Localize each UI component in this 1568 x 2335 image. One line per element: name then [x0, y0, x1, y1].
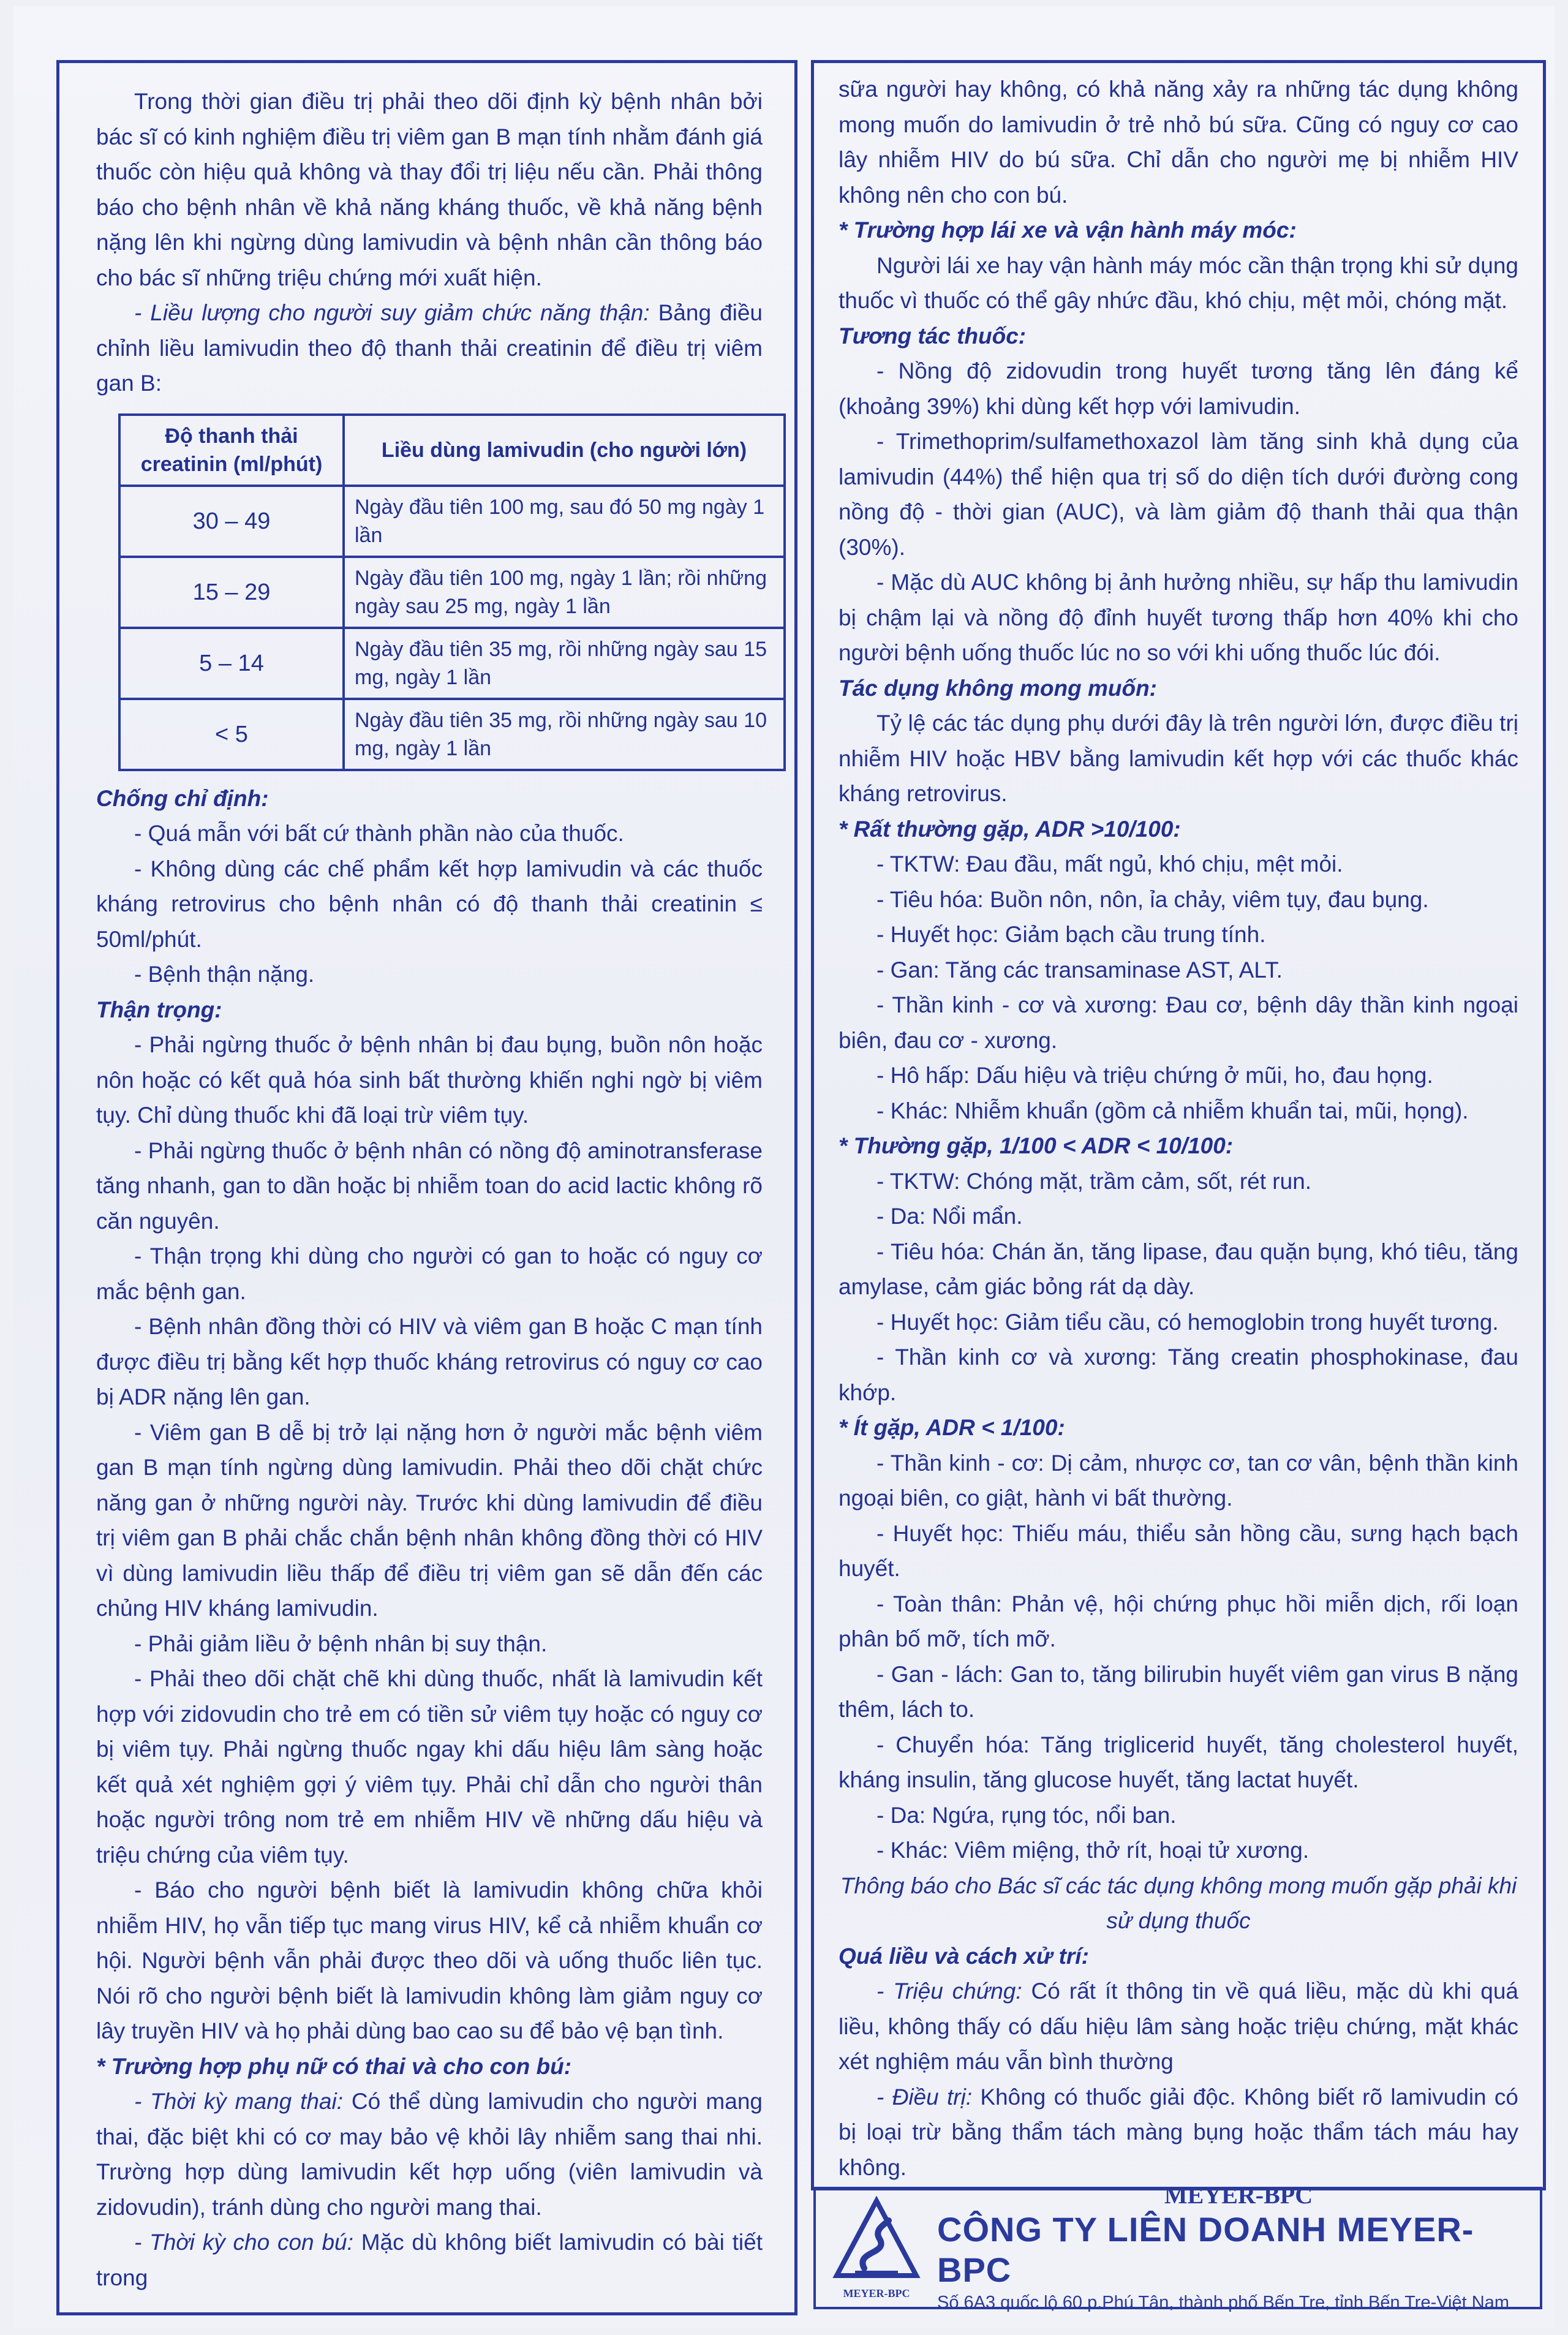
- table-header-row: [119, 415, 785, 486]
- left-column: [56, 60, 797, 2315]
- interaction-item: - Mặc dù AUC không bị ảnh hưởng nhiều, sự hấp thu lamivudin bị chậm lại và nồng độ đỉnh huyết tương thấp hơn 40% khi cho người bệnh uống thuốc lúc no so với khi uống thuốc lúc đói.: [839, 570, 1518, 665]
- adverse-effect-item: - Khác: Viêm miệng, thở rít, hoại tử xương.: [876, 1838, 1310, 1863]
- adverse-effect-item: - Huyết học: Thiếu máu, thiểu sản hồng cầu, sưng hạch bạch huyết.: [839, 1520, 1518, 1581]
- logo-caption: MEYER-BPC: [843, 2287, 910, 2299]
- contraindications-heading: Chống chỉ định:: [96, 785, 269, 811]
- adverse-effect-item: - Thần kinh cơ và xương: Tăng creatin phosphokinase, đau khớp.: [839, 1345, 1518, 1405]
- table-row: [119, 486, 785, 557]
- adverse-effect-item: - Hô hấp: Dấu hiệu và triệu chứng ở mũi, ho, đau họng.: [876, 1063, 1433, 1088]
- monitoring-paragraph: Trong thời gian điều trị phải theo dõi định kỳ bệnh nhân bởi bác sĩ có kinh nghiệm điều trị viêm gan B mạn tính nhằm đánh giá thuốc còn hiệu quả không và thay đổi trị liệu nếu cần. Phải thông báo cho bệnh nhân về khả năng kháng thuốc, về khả năng bệnh nặng lên khi ngừng dùng lamivudin và bệnh nhân cần thông báo cho bác sĩ những triệu chứng mới xuất hiện.: [96, 89, 763, 290]
- precautions-heading: Thận trọng:: [96, 997, 222, 1022]
- adverse-effect-item: - Khác: Nhiễm khuẩn (gồm cả nhiễm khuẩn tai, mũi, họng).: [876, 1098, 1469, 1123]
- leaflet-page: [13, 6, 1555, 2328]
- overdose-treatment-text: Không có thuốc giải độc. Không biết rõ lamivudin có bị loại trừ bằng thẩm tách màng bụng hoặc thẩm tách máu hay không.: [839, 2084, 1518, 2180]
- lactation-paragraph: [96, 2225, 763, 2295]
- renal-dosing-paragraph: [96, 295, 763, 401]
- precaution-item: - Phải theo dõi chặt chẽ khi dùng thuốc, nhất là lamivudin kết hợp với zidovudin cho trẻ em có tiền sử viêm tụy hoặc có nguy cơ bị viêm tụy. Phải ngừng thuốc ngay khi dấu hiệu lâm sàng hoặc kết quả xét nghiệm gợi ý viêm tụy. Phải chỉ dẫn cho người thân hoặc người trông nom trẻ em nhiễm HIV về những dấu hiệu và triệu chứng của viêm tụy.: [96, 1666, 763, 1868]
- precaution-item: - Bệnh nhân đồng thời có HIV và viêm gan B hoặc C mạn tính được điều trị bằng kết hợp thuốc kháng retrovirus có nguy cơ cao bị ADR nặng lên gan.: [96, 1314, 763, 1409]
- precaution-item: - Thận trọng khi dùng cho người có gan to hoặc có nguy cơ mắc bệnh gan.: [96, 1243, 763, 1304]
- clearance-cell: 15 – 29: [119, 557, 344, 628]
- precaution-item: - Báo cho người bệnh biết là lamivudin không chữa khỏi nhiễm HIV, họ vẫn tiếp tục mang virus HIV, kể cả nhiễm khuẩn cơ hội. Người bệnh vẫn phải được theo dõi và uống thuốc liên tục. Nói rõ cho người bệnh biết là lamivudin không làm giảm nguy cơ lây truyền HIV và họ phải dùng bao cao su để bảo vệ bạn tình.: [96, 1877, 763, 2043]
- contraindication-item: - Không dùng các chế phẩm kết hợp lamivudin và các thuốc kháng retrovirus cho bệnh nhân có độ thanh thải creatinin ≤ 50ml/phút.: [96, 856, 763, 952]
- manufacturer-text: [937, 2181, 1540, 2315]
- overdose-symptoms: [839, 1974, 1518, 2080]
- pregnancy-heading: * Trường hợp phụ nữ có thai và cho con bú:: [96, 2053, 572, 2079]
- header-clearance: Độ thanh thải creatinin (ml/phút): [119, 415, 344, 486]
- precaution-item: - Viêm gan B dễ bị trở lại nặng hơn ở người mắc bệnh viêm gan B mạn tính ngừng dùng lamivudin. Phải theo dõi chặt chức năng gan ở những người này. Trước khi dùng lamivudin để điều trị viêm gan B phải chắc chắn bệnh nhân không đồng thời có HIV vì dùng lamivudin liều thấp để điều trị viêm gan sẽ dẫn đến các chủng HIV kháng lamivudin.: [96, 1419, 763, 1621]
- overdose-treatment: [839, 2080, 1518, 2186]
- table-row: [119, 699, 785, 770]
- precaution-item: - Phải ngừng thuốc ở bệnh nhân có nồng độ aminotransferase tăng nhanh, gan to dần hoặc bị nhiễm toan do acid lactic không rõ căn nguyên.: [96, 1137, 763, 1234]
- contraindication-item: - Bệnh thận nặng.: [134, 962, 315, 987]
- adverse-effect-item: - Gan - lách: Gan to, tăng bilirubin huyết viêm gan virus B nặng thêm, lách to.: [839, 1661, 1518, 1722]
- lactation-text: Mặc dù không biết lamivudin có bài tiết trong: [96, 2230, 763, 2290]
- very-common-heading: * Rất thường gặp, ADR >10/100:: [839, 816, 1181, 842]
- renal-dosing-text: Bảng điều chỉnh liều lamivudin theo độ thanh thải creatinin để điều trị viêm gan B:: [96, 300, 763, 396]
- clearance-cell: < 5: [119, 699, 344, 770]
- dose-cell: Ngày đầu tiên 35 mg, rồi những ngày sau 15 mg, ngày 1 lần: [344, 628, 785, 699]
- renal-dose-table: [118, 413, 786, 771]
- report-notice: Thông báo cho Bác sĩ các tác dụng không mong muốn gặp phải khi sử dụng thuốc: [840, 1873, 1517, 1933]
- brand-name: MEYER-BPC: [1164, 2181, 1313, 2209]
- adverse-effect-item: - Toàn thân: Phản vệ, hội chứng phục hồi miễn dịch, rối loạn phân bố mỡ, tích mỡ.: [839, 1591, 1518, 1651]
- common-list: [839, 1164, 1518, 1411]
- uncommon-list: [839, 1446, 1518, 1868]
- company-logo: [831, 2196, 922, 2300]
- company-name: CÔNG TY LIÊN DOANH MEYER-BPC: [937, 2210, 1474, 2289]
- adverse-effect-item: - Tiêu hóa: Buồn nôn, nôn, ỉa chảy, viêm tụy, đau bụng.: [876, 886, 1429, 912]
- adverse-effect-item: - Tiêu hóa: Chán ăn, tăng lipase, đau quặn bụng, khó tiêu, tăng amylase, cảm giác bỏng rát dạ dày.: [839, 1239, 1518, 1299]
- adverse-effects-intro: Tỷ lệ các tác dụng phụ dưới đây là trên người lớn, được điều trị nhiễm HIV hoặc HBV bằng lamivudin kết hợp với các thuốc khác kháng retrovirus.: [839, 711, 1518, 806]
- lactation-continued: sữa người hay không, có khả năng xảy ra những tác dụng không mong muốn do lamivudin ở trẻ nhỏ bú sữa. Cũng có nguy cơ cao lây nhiễm HIV do bú sữa. Chỉ dẫn cho người mẹ bị nhiễm HIV không nên cho con bú.: [839, 77, 1518, 208]
- adverse-effect-item: - Thần kinh - cơ: Dị cảm, nhược cơ, tan cơ vân, bệnh thần kinh ngoại biên, co giật, hành vi bất thường.: [839, 1450, 1518, 1511]
- adverse-effect-item: - Thần kinh - cơ và xương: Đau cơ, bệnh dây thần kinh ngoại biên, đau cơ - xương.: [839, 992, 1518, 1053]
- right-column: [811, 60, 1546, 2190]
- manufacturer-box: [813, 2181, 1542, 2312]
- interactions-heading: Tương tác thuốc:: [839, 323, 1027, 349]
- table-row: [119, 557, 785, 628]
- pregnancy-text: Có thể dùng lamivudin cho người mang thai, đặc biệt khi có cơ may bảo vệ khỏi lây nhiễm sang thai nhi. Trường hợp dùng lamivudin kết hợp uống (viên lamivudin và zidovudin), tránh dùng cho người mang thai.: [96, 2089, 763, 2220]
- dose-cell: Ngày đầu tiên 100 mg, ngày 1 lần; rồi những ngày sau 25 mg, ngày 1 lần: [344, 557, 785, 628]
- clearance-cell: 5 – 14: [119, 628, 344, 699]
- lactation-label: - Thời kỳ cho con bú:: [134, 2230, 353, 2255]
- very-common-list: [839, 847, 1518, 1128]
- dose-cell: Ngày đầu tiên 35 mg, rồi những ngày sau 10 mg, ngày 1 lần: [344, 699, 785, 770]
- driving-heading: * Trường hợp lái xe và vận hành máy móc:: [839, 217, 1297, 243]
- adverse-effect-item: - Huyết học: Giảm bạch cầu trung tính.: [876, 922, 1266, 947]
- overdose-symptoms-label: - Triệu chứng:: [876, 1979, 1022, 2004]
- adverse-effect-item: - Da: Ngứa, rụng tóc, nổi ban.: [876, 1802, 1177, 1828]
- company-address: Số 6A3 quốc lộ 60 p.Phú Tân, thành phố Bến Tre, tỉnh Bến Tre-Việt Nam: [937, 2293, 1509, 2312]
- common-heading: * Thường gặp, 1/100 < ADR < 10/100:: [839, 1133, 1234, 1158]
- interaction-item: - Nồng độ zidovudin trong huyết tương tăng lên đáng kể (khoảng 39%) khi dùng kết hợp với lamivudin.: [839, 358, 1518, 419]
- driving-text: Người lái xe hay vận hành máy móc cần thận trọng khi sử dụng thuốc vì thuốc có thể gây nhức đầu, khó chịu, mệt mỏi, chóng mặt.: [839, 252, 1518, 313]
- overdose-treatment-label: - Điều trị:: [876, 2084, 973, 2110]
- adverse-effect-item: - Chuyển hóa: Tăng triglicerid huyết, tăng cholesterol huyết, kháng insulin, tăng glucose huyết, tăng lactat huyết.: [839, 1732, 1518, 1792]
- renal-dosing-label: - Liều lượng cho người suy giảm chức năng thận:: [134, 300, 650, 325]
- adverse-effect-item: - Da: Nổi mẩn.: [876, 1204, 1023, 1229]
- precaution-item: - Phải giảm liều ở bệnh nhân bị suy thận.: [134, 1631, 548, 1656]
- clearance-cell: 30 – 49: [119, 486, 344, 557]
- logo-emblem-icon: [831, 2196, 922, 2282]
- precaution-item: - Phải ngừng thuốc ở bệnh nhân bị đau bụng, buồn nôn hoặc nôn hoặc có kết quả hóa sinh bất thường khiến nghi ngờ bị viêm tụy. Chỉ dùng thuốc khi đã loại trừ viêm tụy.: [96, 1032, 763, 1128]
- dose-cell: Ngày đầu tiên 100 mg, sau đó 50 mg ngày 1 lần: [344, 486, 785, 557]
- adverse-effect-item: - TKTW: Chóng mặt, trầm cảm, sốt, rét run.: [876, 1168, 1312, 1194]
- pregnancy-paragraph: [96, 2084, 763, 2225]
- table-row: [119, 628, 785, 699]
- header-dose: Liều dùng lamivudin (cho người lớn): [344, 415, 785, 486]
- adverse-effect-item: - Gan: Tăng các transaminase AST, ALT.: [876, 957, 1283, 983]
- pregnancy-label: - Thời kỳ mang thai:: [134, 2089, 344, 2114]
- overdose-symptoms-text: Có rất ít thông tin về quá liều, mặc dù khi quá liều, không thấy có dấu hiệu lâm sàng hoặc triệu chứng, mặt khác xét nghiệm máu vẫn bình thường: [839, 1979, 1518, 2074]
- overdose-heading: Quá liều và cách xử trí:: [839, 1943, 1089, 1969]
- adverse-effect-item: - TKTW: Đau đầu, mất ngủ, khó chịu, mệt mỏi.: [876, 851, 1343, 877]
- uncommon-heading: * Ít gặp, ADR < 1/100:: [839, 1415, 1065, 1440]
- contraindication-item: - Quá mẫn với bất cứ thành phần nào của thuốc.: [134, 821, 624, 846]
- adverse-effect-item: - Huyết học: Giảm tiểu cầu, có hemoglobin trong huyết tương.: [876, 1309, 1499, 1335]
- interaction-item: - Trimethoprim/sulfamethoxazol làm tăng sinh khả dụng của lamivudin (44%) thể hiện qua trị số do diện tích dưới đường cong nồng độ - thời gian (AUC), và làm giảm độ thanh thải qua thận (30%).: [839, 429, 1518, 560]
- adverse-effects-heading: Tác dụng không mong muốn:: [839, 675, 1157, 701]
